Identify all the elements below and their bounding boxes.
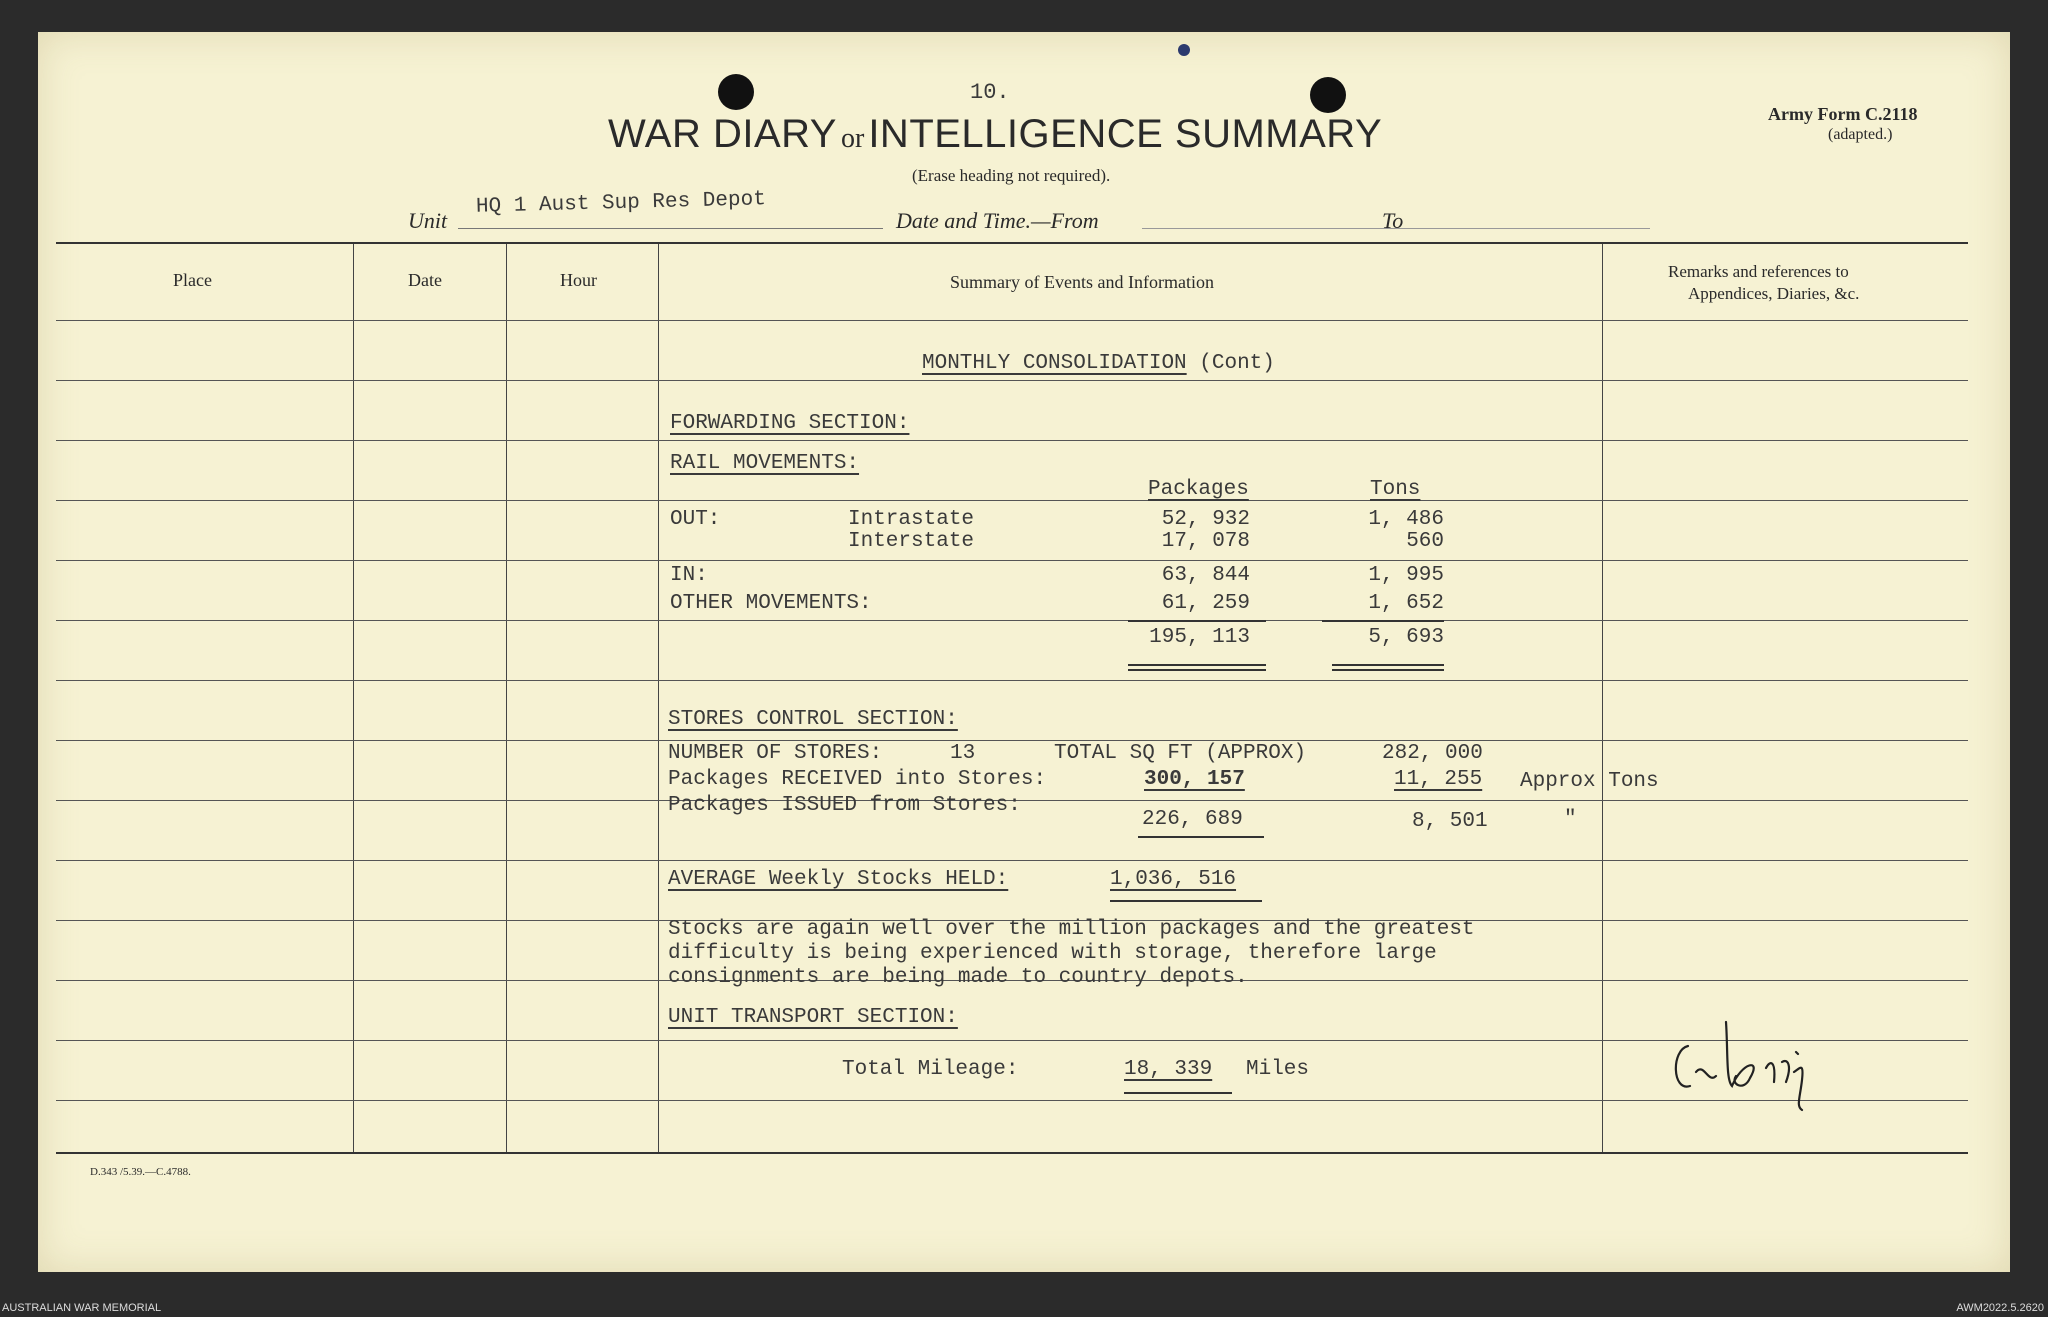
rail-heading: RAIL MOVEMENTS: — [670, 452, 860, 475]
miles-unit: Miles — [1246, 1058, 1310, 1081]
total-mileage-value: 18, 339 — [1124, 1058, 1213, 1081]
number-of-stores-label: NUMBER OF STORES: — [668, 742, 883, 765]
column-hour: Hour — [560, 270, 597, 290]
title-or: or — [840, 123, 865, 154]
issued-packages: 226, 689 — [1142, 808, 1243, 831]
title-war-diary: WAR DIARY — [608, 112, 837, 156]
column-remarks-1: Remarks and references to — [1668, 262, 1849, 281]
average-stocks-label: AVERAGE Weekly Stocks HELD: — [668, 868, 1009, 891]
total-sqft-label: TOTAL SQ FT (APPROX) — [1054, 742, 1307, 765]
issued-label: Packages ISSUED from Stores: — [668, 794, 1021, 817]
total-tons: 5, 693 — [1368, 626, 1444, 649]
column-date: Date — [408, 270, 442, 290]
signature — [1666, 1002, 1856, 1122]
monthly-heading — [922, 352, 1275, 375]
footer-left: AUSTRALIAN WAR MEMORIAL — [2, 1302, 162, 1314]
number-of-stores: 13 — [950, 742, 976, 765]
total-mileage-label: Total Mileage: — [842, 1058, 1019, 1081]
total-packages: 195, 113 — [1149, 626, 1250, 649]
other-movements-label: OTHER MOVEMENTS: — [670, 592, 872, 615]
page-number: 10. — [970, 80, 1010, 105]
print-code: D.343 /5.39.—C.4788. — [90, 1166, 191, 1178]
interstate-label: Interstate — [848, 530, 975, 553]
erase-note: (Erase heading not required). — [912, 166, 1111, 185]
received-packages: 300, 157 — [1144, 768, 1245, 791]
average-stocks-value: 1,036, 516 — [1110, 868, 1237, 891]
footer-right: AWM2022.5.2620 — [1956, 1302, 2044, 1314]
column-place: Place — [173, 270, 212, 290]
approx-tons: Approx Tons — [1520, 770, 1659, 793]
other-tons: 1, 652 — [1368, 592, 1444, 615]
intrastate-packages: 52, 932 — [1161, 508, 1250, 531]
army-form-adapted: (adapted.) — [1828, 126, 1893, 143]
unit-value: HQ 1 Aust Sup Res Depot — [475, 188, 767, 219]
issued-tons: 8, 501 — [1412, 810, 1488, 833]
out-label: OUT: — [670, 508, 721, 531]
army-form: Army Form C.2118 — [1768, 104, 1918, 124]
stores-heading: STORES CONTROL SECTION: — [668, 708, 958, 731]
in-tons: 1, 995 — [1368, 564, 1444, 587]
received-tons: 11, 255 — [1394, 768, 1483, 791]
date-time-label: Date and Time.—From — [896, 208, 1099, 233]
received-label: Packages RECEIVED into Stores: — [668, 768, 1047, 791]
interstate-tons: 560 — [1406, 530, 1444, 553]
unit-label: Unit — [408, 208, 448, 233]
intrastate-label: Intrastate — [848, 508, 975, 531]
diary-sheet — [38, 32, 2010, 1272]
page-title — [608, 112, 1382, 157]
intrastate-tons: 1, 486 — [1368, 508, 1444, 531]
interstate-packages: 17, 078 — [1161, 530, 1250, 553]
in-packages: 63, 844 — [1161, 564, 1250, 587]
monthly-heading-text: MONTHLY CONSOLIDATION — [922, 352, 1187, 375]
total-sqft: 282, 000 — [1382, 742, 1483, 765]
column-summary: Summary of Events and Information — [950, 272, 1214, 292]
in-label: IN: — [670, 564, 708, 587]
monthly-heading-cont: (Cont) — [1199, 352, 1275, 375]
to-label: To — [1382, 208, 1404, 233]
paragraph-line-2: difficulty is being experienced with storage, therefore large — [668, 942, 1437, 965]
packages-header: Packages — [1148, 478, 1249, 501]
punch-hole-left — [718, 74, 754, 110]
tons-header: Tons — [1370, 478, 1421, 501]
forwarding-heading: FORWARDING SECTION: — [670, 412, 910, 435]
column-remarks-2: Appendices, Diaries, &c. — [1688, 284, 1860, 303]
pin-mark — [1178, 44, 1190, 56]
transport-heading: UNIT TRANSPORT SECTION: — [668, 1006, 958, 1029]
punch-hole-right — [1310, 77, 1346, 113]
paragraph-line-1: Stocks are again well over the million packages and the greatest — [668, 918, 1475, 941]
ditto-mark: " — [1564, 808, 1577, 831]
other-packages: 61, 259 — [1161, 592, 1250, 615]
paragraph-line-3: consignments are being made to country depots. — [668, 966, 1248, 989]
title-intelligence-summary: INTELLIGENCE SUMMARY — [868, 112, 1383, 156]
